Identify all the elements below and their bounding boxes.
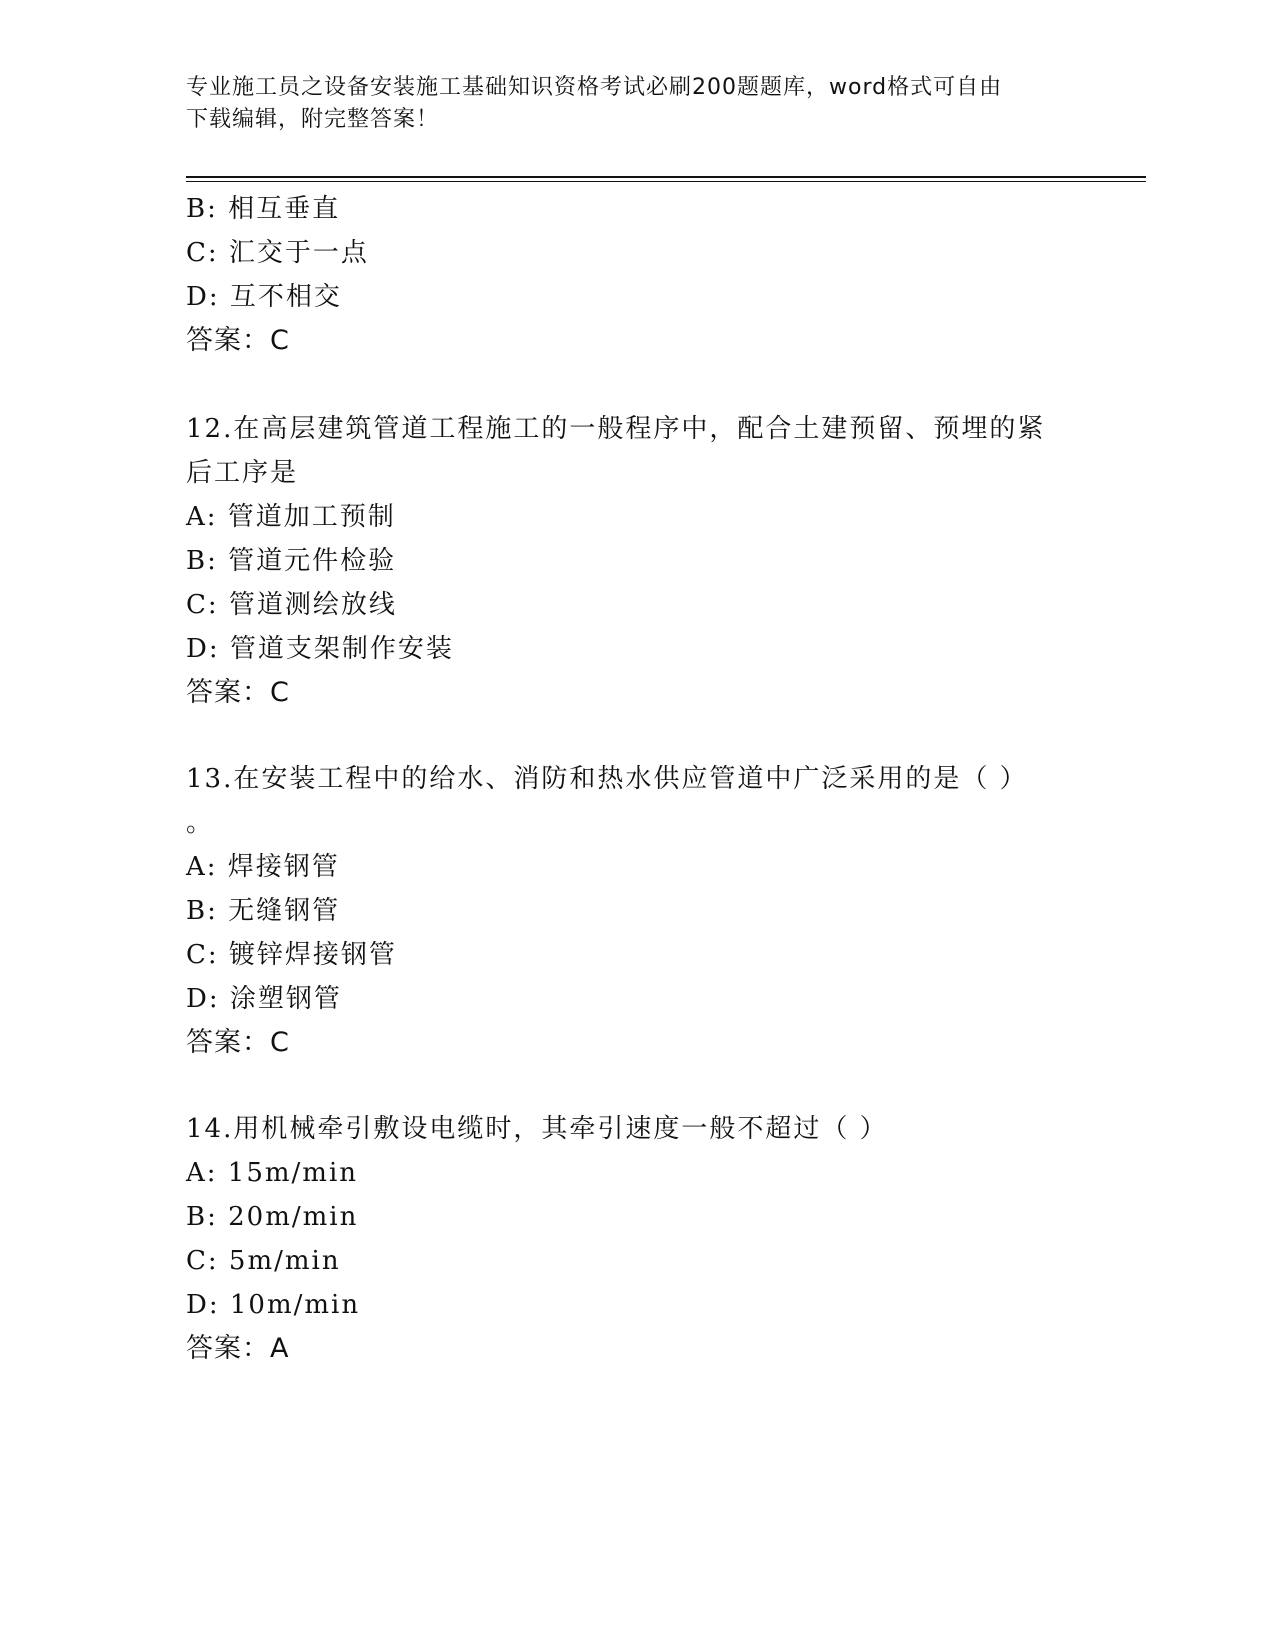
q14-option-c: C: 5m/min xyxy=(186,1246,341,1276)
q13-option-d: D: 涂塑钢管 xyxy=(186,984,342,1014)
q11-option-b: B: 相互垂直 xyxy=(186,194,341,224)
q14-option-d: D: 10m/min xyxy=(186,1290,361,1320)
q13-answer: 答案：C xyxy=(186,1027,290,1058)
q13-stem-line2: 。 xyxy=(186,808,215,838)
q14-option-b: B: 20m/min xyxy=(186,1202,359,1232)
header-divider-thick xyxy=(186,176,1146,178)
q11-option-d: D: 互不相交 xyxy=(186,282,342,312)
q12-option-d: D: 管道支架制作安装 xyxy=(186,634,454,664)
document-header xyxy=(186,72,1066,136)
q12-stem-line2: 后工序是 xyxy=(186,458,299,488)
header-divider-thin xyxy=(186,181,1146,182)
q13-option-b: B: 无缝钢管 xyxy=(186,896,341,926)
q12-answer: 答案：C xyxy=(186,677,290,708)
q12-option-c: C: 管道测绘放线 xyxy=(186,590,397,620)
q12-option-b: B: 管道元件检验 xyxy=(186,546,397,576)
q14-option-a: A: 15m/min xyxy=(186,1158,359,1188)
q12-option-a: A: 管道加工预制 xyxy=(186,502,396,532)
q14-answer: 答案：A xyxy=(186,1333,290,1364)
q14-stem-line1: 14.用机械牵引敷设电缆时，其牵引速度一般不超过（ ） xyxy=(186,1114,888,1144)
q11-answer: 答案：C xyxy=(186,325,290,356)
q12-stem-line1: 12.在高层建筑管道工程施工的一般程序中，配合土建预留、预埋的紧 xyxy=(186,414,1046,444)
header-title-line2: 下载编辑，附完整答案！ xyxy=(186,107,440,132)
q13-option-a: A: 焊接钢管 xyxy=(186,852,340,882)
header-title-line1: 专业施工员之设备安装施工基础知识资格考试必刷200题题库，word格式可自由 xyxy=(186,75,1003,100)
q11-option-c: C: 汇交于一点 xyxy=(186,238,369,268)
q13-stem-line1: 13.在安装工程中的给水、消防和热水供应管道中广泛采用的是（ ） xyxy=(186,764,1028,794)
q13-option-c: C: 镀锌焊接钢管 xyxy=(186,940,397,970)
